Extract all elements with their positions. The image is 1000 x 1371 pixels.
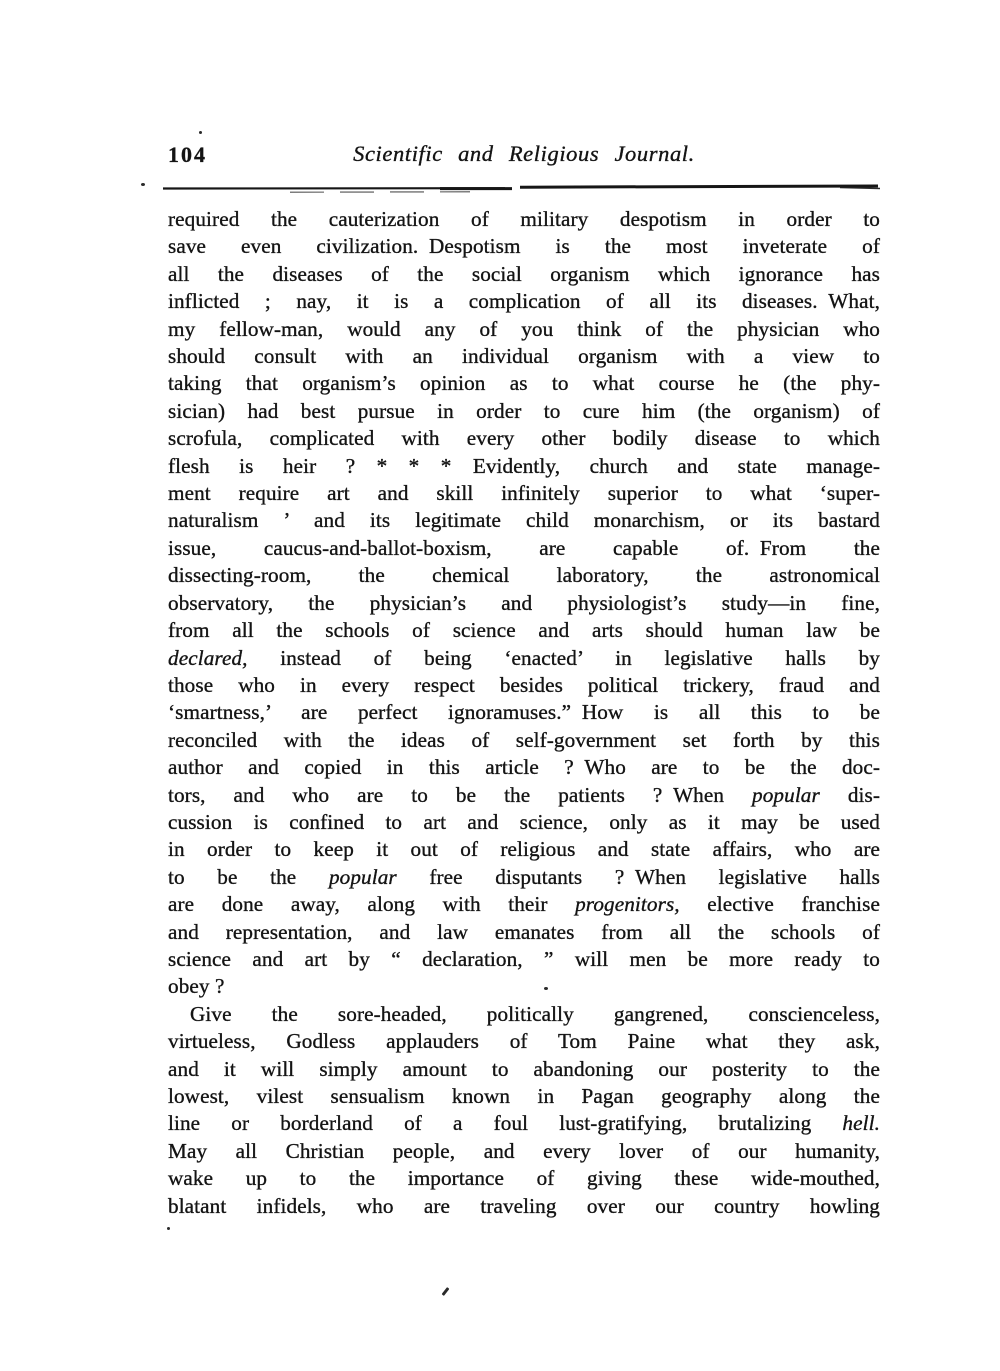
italic-text-run: progenitors,: [575, 892, 680, 917]
text-line: [168, 535, 880, 562]
text-run: all the diseases of the social organism which ignorance has: [168, 261, 880, 286]
text-line: [168, 480, 880, 507]
text-line: [168, 507, 880, 534]
text-run: those who in every respect besides political trickery, fraud and: [168, 672, 880, 697]
text-run: ‘smartness,’ are perfect ignoramuses.” How is all this to be: [168, 700, 880, 725]
header-rule: [140, 178, 888, 196]
text-run: and it will simply amount to abandoning our posterity to the: [168, 1056, 880, 1081]
text-line: [168, 1028, 880, 1055]
text-run: Give the sore-headed, politically gangrened, conscienceless,: [190, 1001, 880, 1026]
text-line: [168, 316, 880, 343]
text-run: sician) had best pursue in order to cure him (the organism) of: [168, 398, 880, 423]
text-line: [168, 562, 880, 589]
text-line: [168, 370, 880, 397]
text-run: and representation, and law emanates from all the schools of: [168, 919, 880, 944]
text-line: [168, 672, 880, 699]
text-line: [168, 261, 880, 288]
journal-title: Scientific and Religious Journal.: [353, 141, 695, 166]
text-line: [168, 645, 880, 672]
text-line: [168, 617, 880, 644]
text-line: [168, 699, 880, 726]
text-run: to be the: [168, 864, 329, 889]
text-line: [168, 1083, 880, 1110]
italic-text-run: hell.: [842, 1111, 880, 1136]
text-line: [168, 754, 880, 781]
text-line: [168, 946, 880, 973]
text-run: virtueless, Godless applauders of Tom Paine what they ask,: [168, 1029, 880, 1054]
text-run: May all Christian people, and every lover of our humanity,: [168, 1138, 880, 1163]
text-line: [168, 809, 880, 836]
italic-text-run: popular: [328, 864, 397, 889]
text-run: reconciled with the ideas of self-government set forth by this: [168, 727, 880, 752]
scan-speck: [199, 131, 202, 134]
running-head: [168, 141, 880, 171]
text-line: [168, 1110, 880, 1137]
text-run: science and art by “ declaration, ” will men be more ready to: [168, 946, 880, 971]
text-run: elective franchise: [679, 892, 880, 917]
text-run: scrofula, complicated with every other bodily disease to which: [168, 426, 880, 451]
text-run: line or borderland of a foul lust-gratifying, brutalizing: [168, 1111, 843, 1136]
text-run: cussion is confined to art and science, only as it may be used: [168, 809, 880, 834]
scan-speck: [544, 987, 548, 990]
text-run: inflicted ; nay, it is a complication of all its diseases. What,: [168, 289, 880, 314]
text-run: wake up to the importance of giving these wide-mouthed,: [168, 1166, 880, 1191]
text-run: issue, caucus-and-ballot-boxism, are capable of. From the: [168, 535, 880, 560]
text-run: taking that organism’s opinion as to what course he (the phy-: [168, 371, 880, 396]
page-body-text: [168, 206, 880, 1220]
text-run: from all the schools of science and arts should human law be: [168, 618, 880, 643]
text-line: [168, 1165, 880, 1192]
text-line: [168, 782, 880, 809]
scan-speck: [141, 183, 145, 186]
text-run: free disputants ? When legislative halls: [396, 864, 880, 889]
text-run: my fellow-man, would any of you think of the physician who: [168, 316, 880, 341]
italic-text-run: popular: [752, 782, 820, 807]
text-line: [168, 919, 880, 946]
italic-text-run: declared,: [168, 645, 248, 670]
text-run: tors, and who are to be the patients ? When: [168, 782, 753, 807]
text-run: lowest, vilest sensualism known in Pagan geography along the: [168, 1084, 880, 1108]
text-line: [168, 891, 880, 918]
text-line: [168, 206, 880, 233]
text-line: [168, 1056, 880, 1083]
text-run: author and copied in this article ? Who are to be the doc-: [168, 755, 880, 780]
text-run: blatant infidels, who are traveling over our country howling: [168, 1193, 880, 1218]
text-line: [168, 453, 880, 480]
text-run: dis-: [819, 782, 881, 807]
text-line: [168, 973, 880, 1000]
page-number: 104: [168, 142, 207, 167]
text-run: in order to keep it out of religious and state affairs, who are: [168, 837, 880, 862]
text-run: instead of being ‘enacted’ in legislative halls by: [247, 645, 880, 670]
text-line: [168, 1138, 880, 1165]
text-run: naturalism ’ and its legitimate child monarchism, or its bastard: [168, 508, 880, 533]
text-run: ment require art and skill infinitely superior to what ‘super-: [168, 481, 880, 506]
text-run: should consult with an individual organism with a view to: [168, 344, 880, 369]
text-line: [168, 836, 880, 863]
text-run: observatory, the physician’s and physiologist’s study—in fine,: [168, 590, 880, 615]
scan-speck: [442, 1287, 450, 1296]
text-line: [168, 233, 880, 260]
text-run: flesh is heir ? * * * Evidently, church and state manage-: [168, 453, 880, 478]
text-run: obey ?: [168, 974, 225, 999]
text-run: required the cauterization of military despotism in order to: [168, 207, 880, 231]
text-line: [168, 398, 880, 425]
text-line: [168, 288, 880, 315]
text-line: [168, 864, 880, 891]
text-line: [168, 1001, 880, 1028]
text-run: are done away, along with their: [168, 892, 576, 917]
text-line: [168, 727, 880, 754]
text-run: save even civilization. Despotism is the most inveterate of: [168, 234, 880, 259]
scan-speck: [167, 1227, 170, 1230]
text-line: [168, 343, 880, 370]
text-line: [168, 1193, 880, 1220]
text-line: [168, 425, 880, 452]
text-run: dissecting-room, the chemical laboratory, the astronomical: [168, 563, 880, 588]
text-line: [168, 590, 880, 617]
